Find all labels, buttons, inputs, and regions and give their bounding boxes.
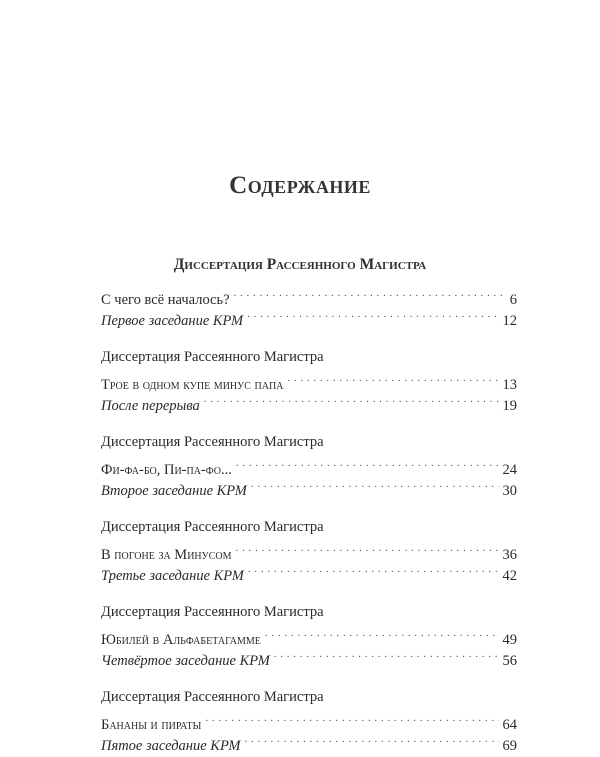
dot-leader [234,283,506,304]
toc-entry[interactable] [101,708,517,733]
table-of-contents [101,283,517,754]
dot-leader [287,368,498,389]
toc-entry-page: 13 [502,377,517,393]
toc-group [101,283,517,329]
toc-group [101,432,517,499]
toc-entry-label: После перерыва [101,398,200,414]
page-title: Содержание [229,172,371,199]
toc-entry-page: 42 [502,568,517,584]
toc-entry-label: Бананы и пираты [101,717,202,733]
toc-entry-label: Трое в одном купе минус папа [101,377,284,393]
toc-group-heading: Диссертация Рассеянного Магистра [101,689,324,705]
toc-group-heading: Диссертация Рассеянного Магистра [101,519,324,535]
toc-entry-page: 19 [502,398,517,414]
toc-entry-label: Четвёртое заседание КРМ [101,653,270,669]
toc-entry-label: Фи-фа-бо, Пи-па-фо... [101,462,232,478]
toc-entry[interactable] [101,368,517,393]
toc-entry-page: 12 [502,313,517,329]
dot-leader [205,708,498,729]
toc-entry-page: 64 [502,717,517,733]
toc-entry-page: 56 [502,653,517,669]
toc-group [101,602,517,669]
toc-entry-page: 24 [502,462,517,478]
dot-leader [236,538,499,559]
dot-leader [245,729,499,750]
toc-entry-page: 30 [502,483,517,499]
dot-leader [236,453,499,474]
dot-leader [265,623,499,644]
toc-entry-label: В погоне за Минусом [101,547,232,563]
toc-group-heading: Диссертация Рассеянного Магистра [101,434,324,450]
dot-leader [248,559,499,580]
toc-group [101,687,517,754]
toc-entry-label: Первое заседание КРМ [101,313,244,329]
dot-leader [251,474,499,495]
toc-group-heading: Диссертация Рассеянного Магистра [101,604,324,620]
toc-entry-label: С чего всё началось? [101,292,230,308]
toc-entry[interactable] [101,283,517,308]
toc-entry-page: 6 [509,292,517,308]
toc-entry-page: 49 [502,632,517,648]
dot-leader [274,644,499,665]
toc-group [101,517,517,584]
toc-entry-label: Второе заседание КРМ [101,483,247,499]
toc-entry-label: Юбилей в Альфабетагамме [101,632,261,648]
toc-entry-label: Третье заседание КРМ [101,568,244,584]
toc-entry[interactable] [101,538,517,563]
toc-group [101,347,517,414]
dot-leader [204,389,499,410]
toc-entry-label: Пятое заседание КРМ [101,738,241,754]
dot-leader [247,304,498,325]
toc-entry-page: 69 [502,738,517,754]
toc-entry-page: 36 [502,547,517,563]
toc-group-heading: Диссертация Рассеянного Магистра [101,349,324,365]
toc-entry[interactable] [101,623,517,648]
section-subtitle: Диссертация Рассеянного Магистра [173,256,427,273]
toc-entry[interactable] [101,453,517,478]
